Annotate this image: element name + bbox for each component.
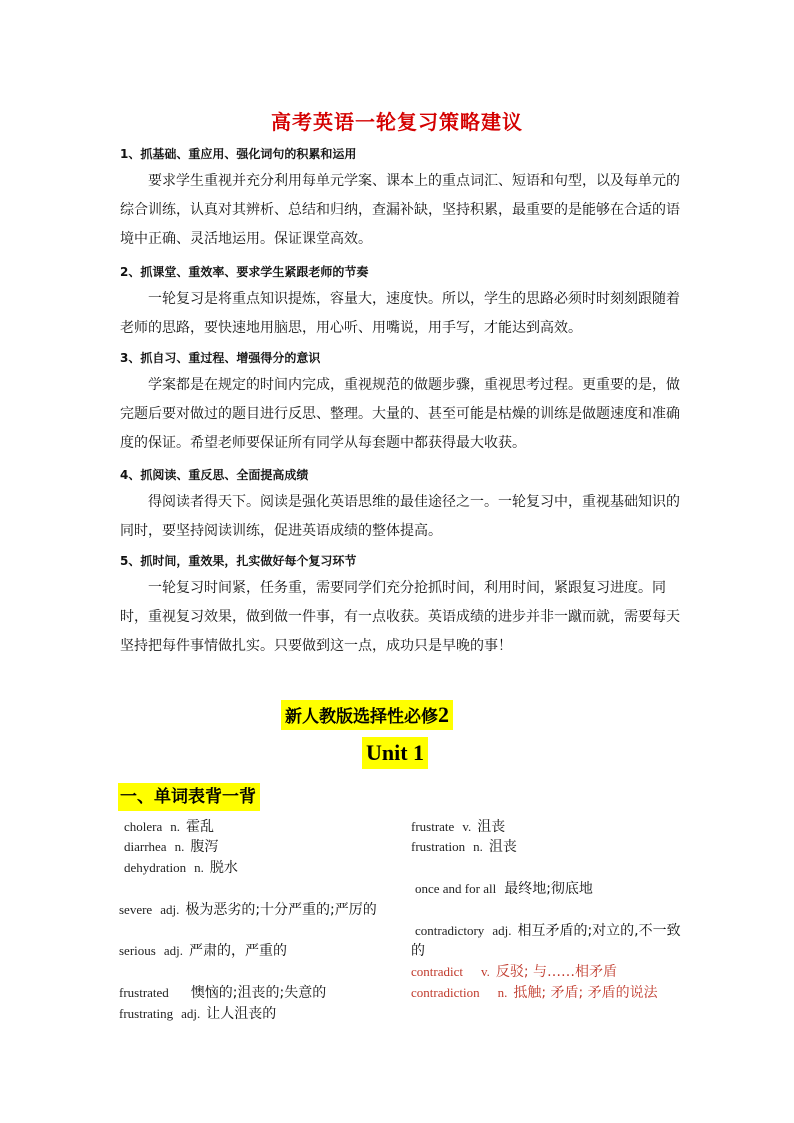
vocab-pos: v.: [480, 964, 490, 979]
page-title: 高考英语一轮复习策略建议: [271, 110, 523, 134]
vocab-word: serious: [119, 943, 156, 958]
vocab-word: cholera: [124, 819, 163, 834]
vocab-entry: [415, 879, 593, 899]
vocab-word: contradict: [411, 964, 463, 979]
section-heading: 4、抓阅读、重反思、全面提高成绩: [120, 468, 309, 482]
section-body: 一轮复习时间紧，任务重，需要同学们充分抢抓时间，利用时间，紧跟复习进度。同时，重视复习效果，做到做一件事，有一点收获。英语成绩的进步并非一蹴而就，需要每天坚持把每件事情做扎实。只要做到这一点，成功只是早晚的事！: [120, 580, 680, 654]
unit-title: Unit 1: [362, 737, 428, 769]
vocab-pos: adj.: [181, 1006, 201, 1021]
vocab-pos: adj.: [492, 923, 512, 938]
vocab-pos: n.: [473, 839, 483, 854]
vocab-section-title: 一、单词表背一背: [118, 783, 260, 811]
vocab-pos: n.: [194, 860, 204, 875]
vocab-meaning: 懊恼的;沮丧的;失意的: [190, 985, 327, 1001]
vocab-pos: n.: [174, 839, 185, 854]
vocab-entry: [411, 817, 505, 837]
vocab-entry: [411, 983, 681, 1003]
section-heading: 2、抓课堂、重效率、要求学生紧跟老师的节奏: [120, 265, 369, 279]
vocab-word: frustrating: [119, 1006, 174, 1021]
section-body: 一轮复习是将重点知识提炼，容量大，速度快。所以，学生的思路必须时时刻刻跟随着老师的思路，要快速地用脑思，用心听、用嘴说，用手写，才能达到高效。: [120, 291, 680, 336]
vocab-word: frustrated: [119, 985, 169, 1000]
vocab-meaning: 腹泻: [190, 839, 219, 855]
vocab-word: frustrate: [411, 819, 455, 834]
vocab-word: once and for all: [415, 881, 497, 896]
vocab-meaning: 相互矛盾的;对立的,不一致的: [411, 923, 681, 959]
vocab-pos: n.: [497, 985, 508, 1000]
section-heading: 3、抓自习、重过程、增强得分的意识: [120, 351, 321, 365]
vocab-entry: [119, 1004, 276, 1024]
section-heading: 5、抓时间，重效果，扎实做好每个复习环节: [120, 554, 357, 568]
vocab-entry: [411, 962, 617, 982]
book-subtitle-number: 2: [438, 702, 449, 727]
vocab-pos: v.: [462, 819, 472, 834]
vocab-meaning: 沮丧: [488, 839, 517, 855]
vocab-pos: adj.: [163, 943, 183, 958]
vocab-entry: [119, 983, 326, 1003]
section-heading: 1、抓基础、重应用、强化词句的积累和运用: [120, 147, 357, 161]
vocab-meaning: 沮丧: [477, 819, 506, 835]
vocab-pos: n.: [170, 819, 181, 834]
section-body: 学案都是在规定的时间内完成，重视规范的做题步骤，重视思考过程。更重要的是，做完题后要对做过的题目进行反思、整理。大量的、甚至可能是枯燥的训练是做题速度和准确度的保证。希望老师要保证所有同学从每套题中都获得最大收获。: [120, 377, 680, 451]
vocab-meaning: 反驳; 与……相矛盾: [495, 964, 618, 980]
vocab-entry: [119, 900, 389, 920]
vocab-entry: [411, 837, 517, 857]
vocab-entry: [124, 837, 218, 857]
vocab-word: contradictory: [415, 923, 485, 938]
vocab-entry: [124, 858, 238, 878]
vocab-meaning: 霍乱: [186, 819, 215, 835]
vocab-word: frustration: [411, 839, 466, 854]
vocab-word: contradiction: [411, 985, 480, 1000]
vocab-word: dehydration: [124, 860, 187, 875]
vocab-word: severe: [119, 902, 153, 917]
section-body: 得阅读者得天下。阅读是强化英语思维的最佳途径之一。一轮复习中，重视基础知识的同时，要坚持阅读训练，促进英语成绩的整体提高。: [120, 494, 680, 539]
vocab-entry: [124, 817, 214, 837]
vocab-word: diarrhea: [124, 839, 167, 854]
book-subtitle-text: 新人教版选择性必修: [285, 707, 438, 727]
vocab-meaning: 严肃的，严重的: [188, 943, 287, 959]
vocab-meaning: 脱水: [209, 860, 238, 876]
vocab-meaning: 抵触; 矛盾; 矛盾的说法: [513, 985, 658, 1001]
vocab-entry: [119, 941, 287, 961]
book-subtitle: [281, 700, 453, 730]
vocab-meaning: 极为恶劣的;十分严重的;严厉的: [185, 902, 377, 918]
vocab-meaning: 让人沮丧的: [206, 1006, 277, 1022]
section-body: 要求学生重视并充分利用每单元学案、课本上的重点词汇、短语和句型，以及每单元的综合训练，认真对其辨析、总结和归纳，查漏补缺，坚持积累，最重要的是能够在合适的语境中正确、灵活地运用。保证课堂高效。: [120, 173, 680, 247]
vocab-meaning: 最终地;彻底地: [504, 881, 593, 897]
vocab-entry: [411, 921, 681, 961]
vocab-pos: adj.: [160, 902, 180, 917]
